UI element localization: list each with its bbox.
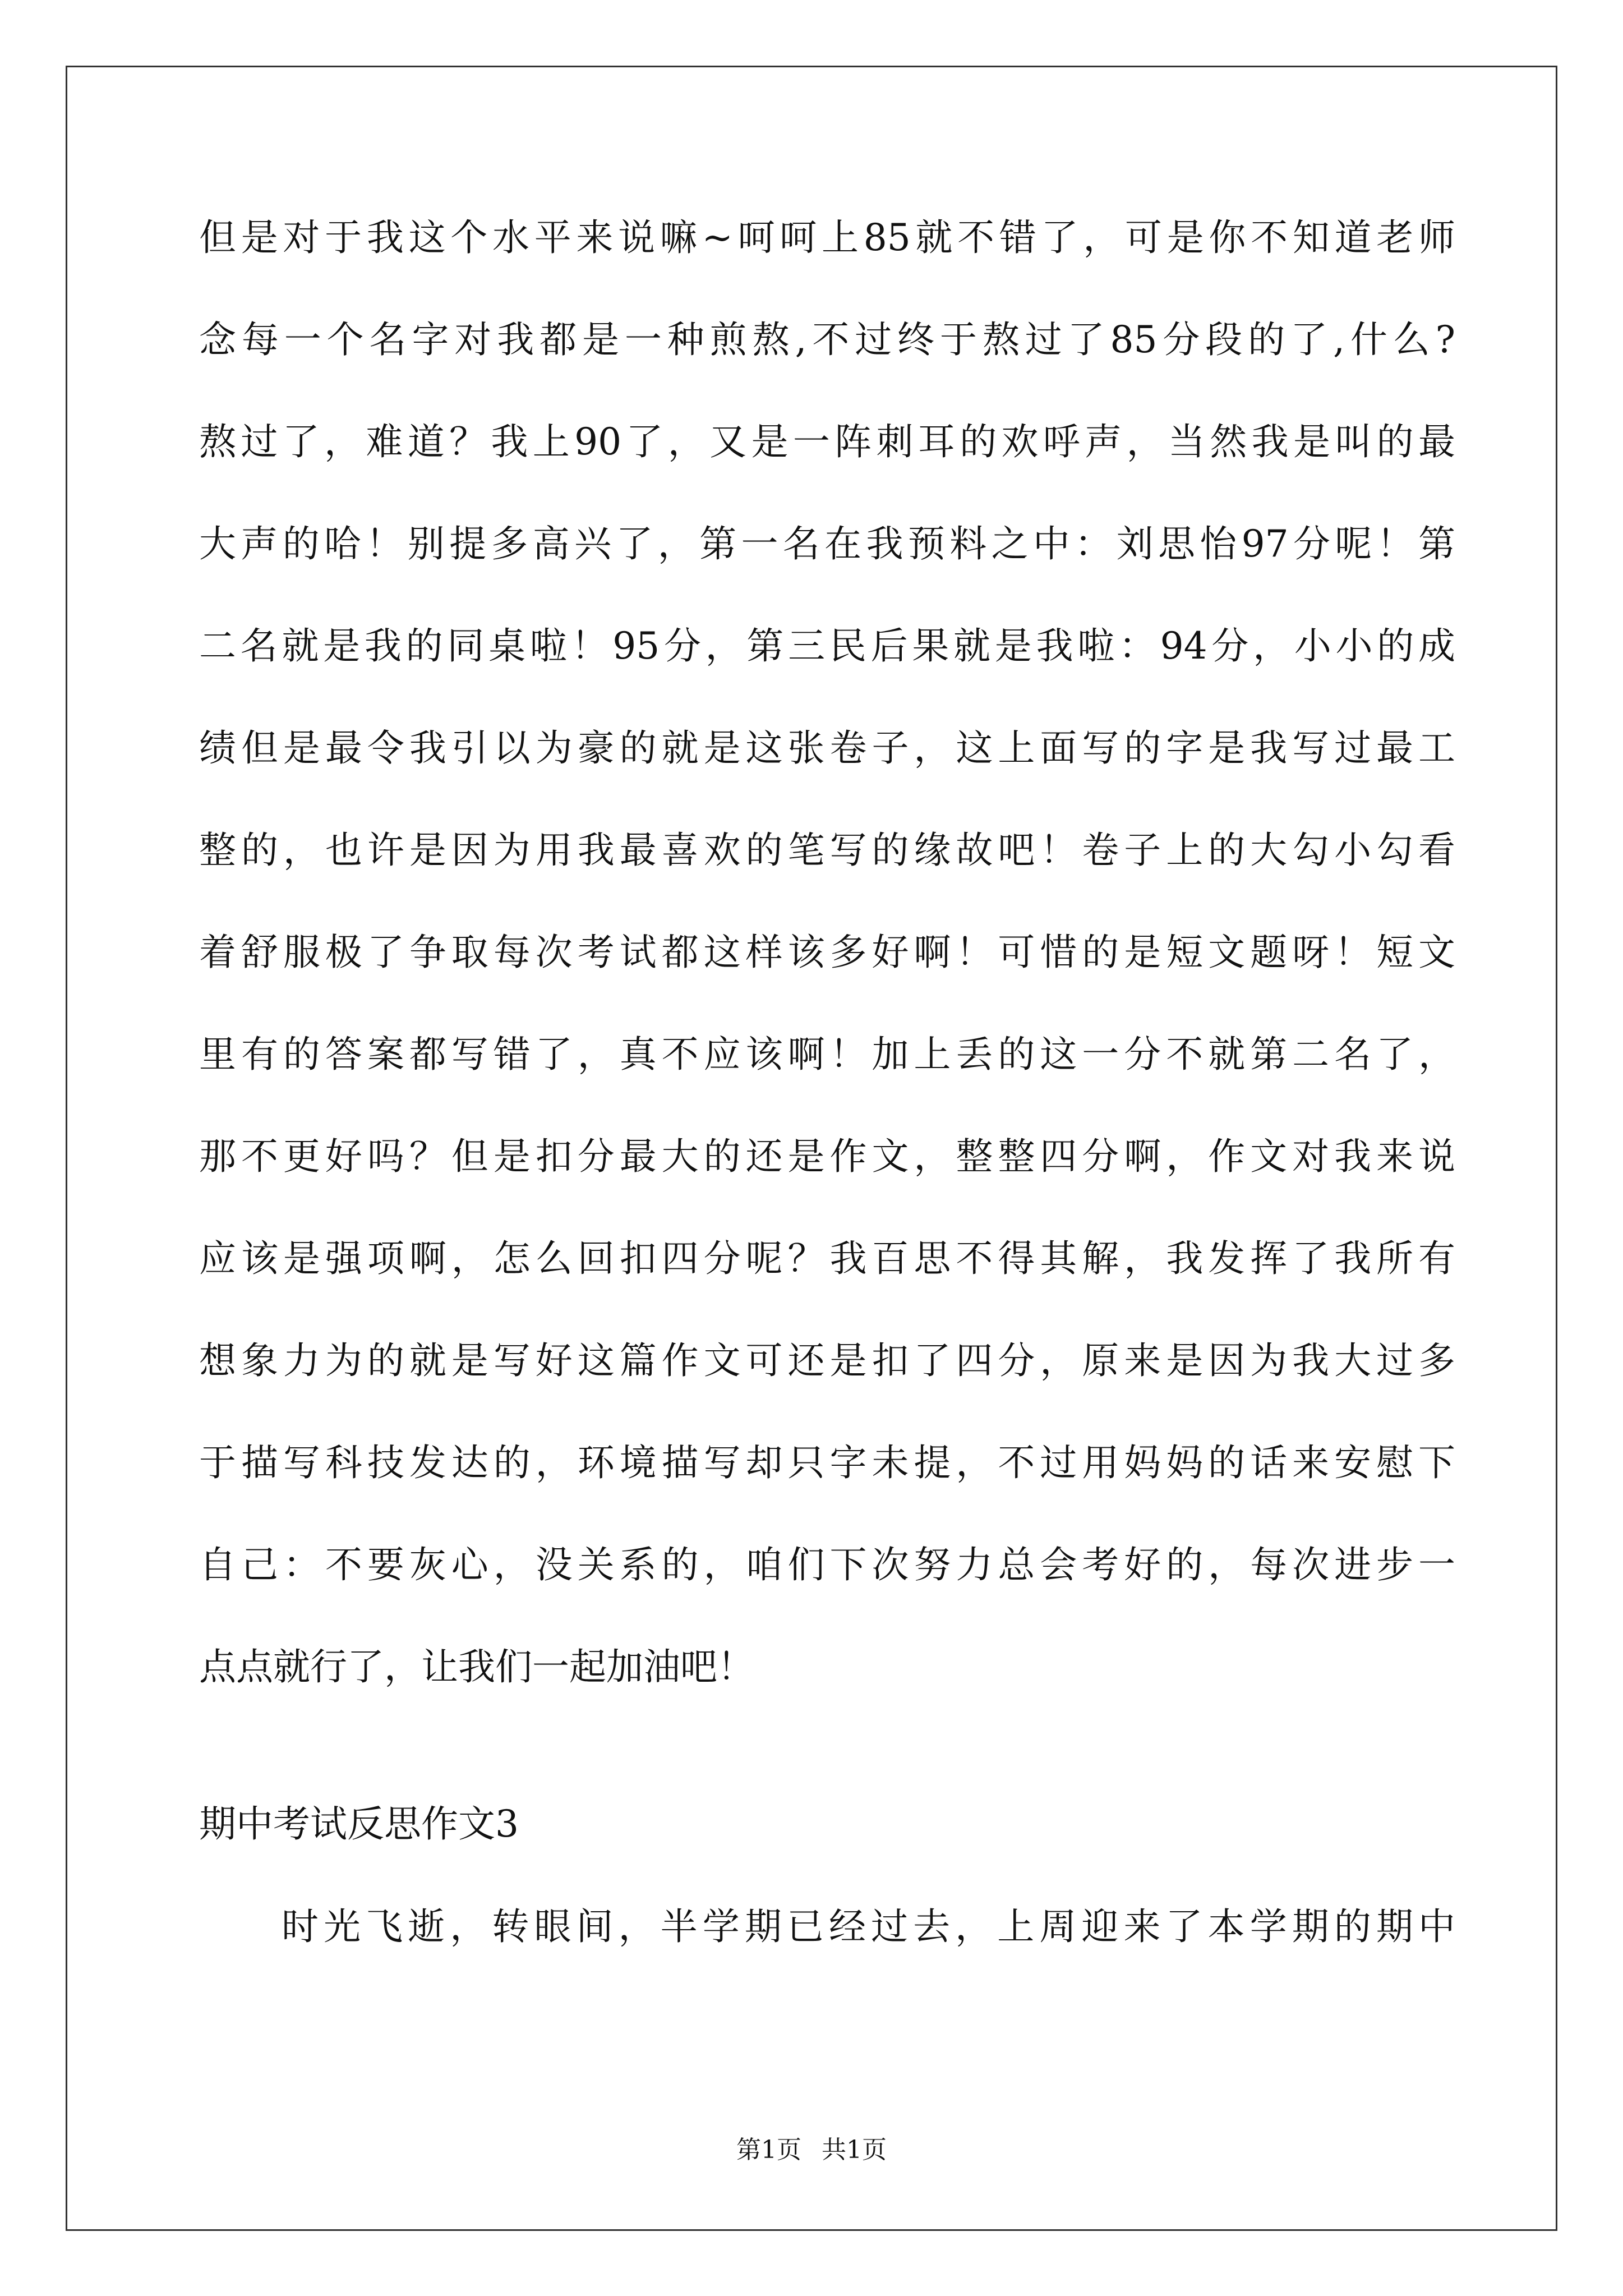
body-line: 二名就是我的同桌啦！95分，第三民后果就是我啦：94分，小小的成 (199, 624, 1455, 668)
document-body (199, 212, 1455, 1743)
body-line: 绩但是最令我引以为豪的就是这张卷子，这上面写的字是我写过最工 (199, 726, 1455, 770)
body-line: 想象力为的就是写好这篇作文可还是扣了四分，原来是因为我大过多 (199, 1339, 1455, 1382)
section-first-line: 时光飞逝，转眼间，半学期已经过去，上周迎来了本学期的期中 (282, 1905, 1455, 1948)
body-line: 点点就行了，让我们一起加油吧！ (199, 1645, 754, 1688)
body-line: 熬过了，难道？我上90了，又是一阵刺耳的欢呼声，当然我是叫的最 (199, 420, 1455, 463)
body-line: 自己：不要灰心，没关系的，咱们下次努力总会考好的，每次进步一 (199, 1543, 1455, 1586)
body-line: 里有的答案都写错了，真不应该啊！加上丢的这一分不就第二名了， (199, 1033, 1455, 1076)
body-line: 整的，也许是因为用我最喜欢的笔写的缘故吧！卷子上的大勾小勾看 (199, 829, 1455, 872)
body-line: 着舒服极了争取每次考试都这样该多好啊！可惜的是短文题呀！短文 (199, 931, 1455, 974)
body-line: 大声的哈！别提多高兴了，第一名在我预料之中：刘思怡97分呢！第 (199, 522, 1455, 565)
body-line: 应该是强项啊，怎么回扣四分呢？我百思不得其解，我发挥了我所有 (199, 1237, 1455, 1280)
body-line: 念每一个名字对我都是一种煎熬,不过终于熬过了85分段的了,什么? (199, 318, 1455, 361)
page-total: 共1页 (822, 2136, 887, 2164)
page-footer (0, 2133, 1623, 2167)
section-heading: 期中考试反思作文3 (199, 1802, 519, 1846)
body-line: 于描写科技发达的，环境描写却只字未提，不过用妈妈的话来安慰下 (199, 1441, 1455, 1484)
body-line: 但是对于我这个水平来说嘛~呵呵上85就不错了，可是你不知道老师 (199, 216, 1455, 259)
page-number: 第1页 (736, 2136, 801, 2164)
body-line: 那不更好吗？但是扣分最大的还是作文，整整四分啊，作文对我来说 (199, 1135, 1455, 1178)
